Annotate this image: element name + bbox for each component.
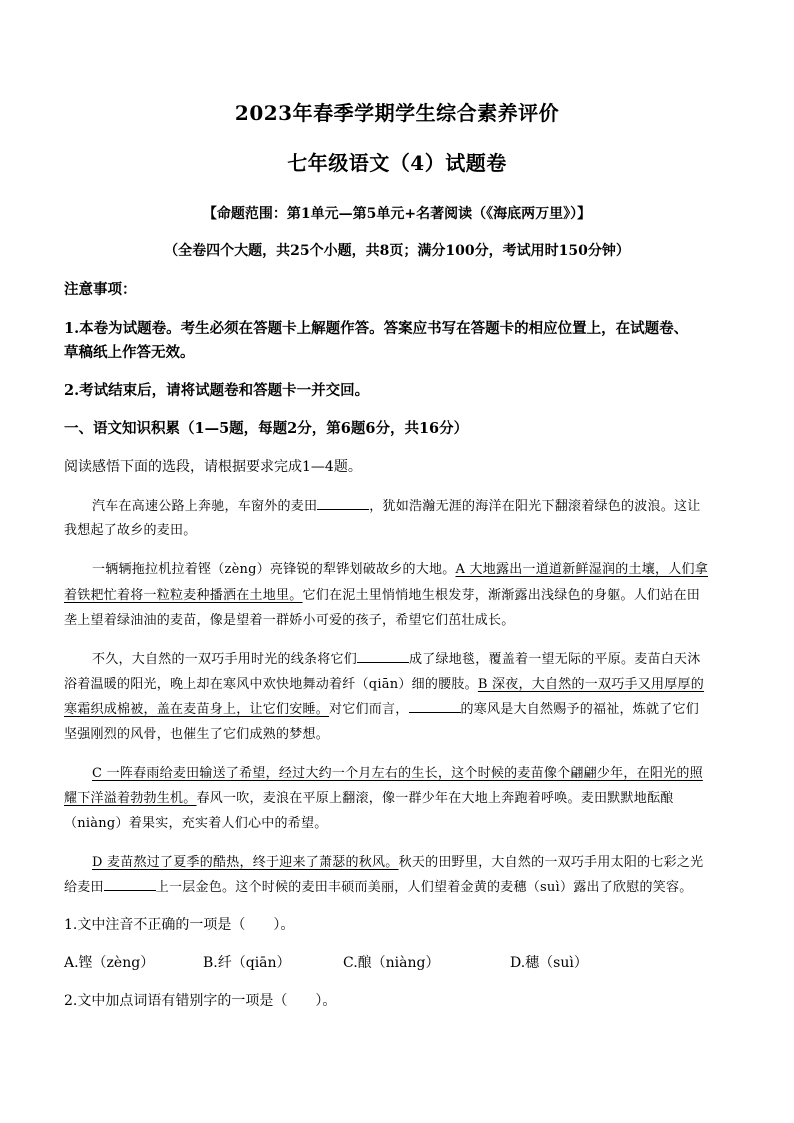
passage-p3-line-3 [64, 698, 699, 717]
notes-heading: 注意事项： [64, 281, 137, 298]
sentence-a: A 大地露出一道道新鲜湿润的土壤，人们拿 [455, 562, 709, 577]
passage-p1-line-2: 我想起了故乡的麦田。 [64, 523, 197, 538]
exam-scope: 【命题范围：第1单元—第5单元+名著阅读（《海底两万里》）】 [202, 206, 592, 222]
passage-p4-line-3: （niàng）着果实，充实着人们心中的希望。 [64, 816, 328, 831]
question-1: 1.文中注音不正确的一项是（ ）。 [64, 917, 295, 933]
passage-text: 汽车在高速公路上奔驰，车窗外的麦田 [92, 499, 318, 514]
passage-text: 一辆辆拖拉机拉着铿（zèng）亮锋锐的犁铧划破故乡的大地。 [92, 562, 456, 577]
passage-p4-line-1 [92, 762, 703, 781]
passage-p5-line-2 [64, 876, 692, 895]
passage-text: 春风一吹，麦浪在平原上翻滚，像一群少年在大地上奔跑着呼唤。麦田默默地酝酿 [196, 791, 674, 806]
sentence-d: D 麦苗熬过了夏季的酷热，终于迎来了萧瑟的秋风。 [92, 855, 399, 870]
sentence-c: C 一阵春雨给麦田输送了希望，经过大约一个月左右的生长，这个时候的麦苗像个翩翩少年，在阳光的照 [92, 766, 703, 781]
passage-p2-line-3: 垄上望着绿油油的麦苗，像是望着一群娇小可爱的孩子，希望它们茁壮成长。 [64, 613, 515, 628]
question-1-option-a: A.铿（zèng） [64, 955, 155, 971]
passage-p2-line-1 [92, 558, 708, 577]
sentence-a-cont: 着铁耙忙着将一粒粒麦种播洒在土地里。 [64, 588, 303, 603]
exam-title: 2023年春季学期学生综合素养评价 [234, 101, 560, 125]
passage-p3-line-1 [92, 648, 701, 667]
passage-text: 不久，大自然的一双巧手用时光的线条将它们 [92, 652, 358, 667]
question-1-option-b: B.纤（qiān） [203, 955, 291, 971]
fill-blank-2 [357, 650, 409, 663]
passage-text: 它们在泥土里悄悄地生根发芽，渐渐露出浅绿色的身躯。人们站在田 [302, 588, 701, 603]
passage-text: 上一层金色。这个时候的麦田丰硕而美丽，人们望着金黄的麦穗（suì）露出了欣慰的笑容。 [155, 880, 693, 895]
passage-text: 浴着温暖的阳光，晚上却在寒风中欢快地舞动着纤（qiān）细的腰肢。 [64, 677, 478, 692]
exam-info: （全卷四个大题，共25个小题，共8页；满分100分，考试用时150分钟） [164, 243, 630, 259]
passage-p4-line-2 [64, 787, 674, 806]
question-2: 2.文中加点词语有错别字的一项是（ ）。 [64, 993, 337, 1009]
section-1-heading: 一、语文知识积累（1—5题，每题2分，第6题6分，共16分） [64, 420, 469, 437]
passage-p2-line-2 [64, 584, 700, 603]
fill-blank-3 [409, 700, 461, 713]
passage-text: 的寒风是大自然赐予的福祉，炼就了它们 [460, 702, 700, 717]
passage-p3-line-4: 坚强刚烈的风骨，也催生了它们成熟的梦想。 [64, 727, 330, 742]
notes-item-1-line-1: 1.本卷为试题卷。考生必须在答题卡上解题作答。答案应书写在答题卡的相应位置上，在试题卷、 [64, 320, 689, 337]
notes-item-1-line-2: 草稿纸上作答无效。 [64, 344, 195, 361]
passage-text: 秋天的田野里，大自然的一双巧手用太阳的七彩之光 [398, 855, 704, 870]
passage-text: 对它们而言， [329, 702, 409, 717]
passage-p5-line-1 [92, 851, 703, 870]
passage-text: ，犹如浩瀚无涯的海洋在阳光下翻滚着绿色的波浪。这让 [369, 499, 701, 514]
fill-blank-1 [317, 497, 369, 510]
section-1-instruction: 阅读感悟下面的选段，请根据要求完成1—4题。 [64, 459, 362, 475]
fill-blank-4 [104, 878, 156, 891]
sentence-b-cont: 寒霜织成棉被，盖在麦苗身上，让它们安睡。 [64, 702, 330, 717]
question-1-option-d: D.穗（suì） [510, 955, 588, 971]
sentence-c-cont: 耀下洋溢着勃勃生机。 [64, 791, 197, 806]
notes-item-2: 2.考试结束后，请将试题卷和答题卡一并交回。 [64, 382, 370, 399]
passage-p1-line-1 [92, 495, 701, 514]
passage-text: 给麦田 [64, 880, 104, 895]
sentence-b: B 深夜，大自然的一双巧手又用厚厚的 [477, 677, 705, 692]
question-1-option-c: C.酿（niàng） [343, 955, 440, 971]
passage-text: 成了绿地毯，覆盖着一望无际的平原。麦苗白天沐 [409, 652, 701, 667]
exam-subtitle: 七年级语文（4）试题卷 [287, 151, 507, 175]
passage-p3-line-2 [64, 673, 704, 692]
